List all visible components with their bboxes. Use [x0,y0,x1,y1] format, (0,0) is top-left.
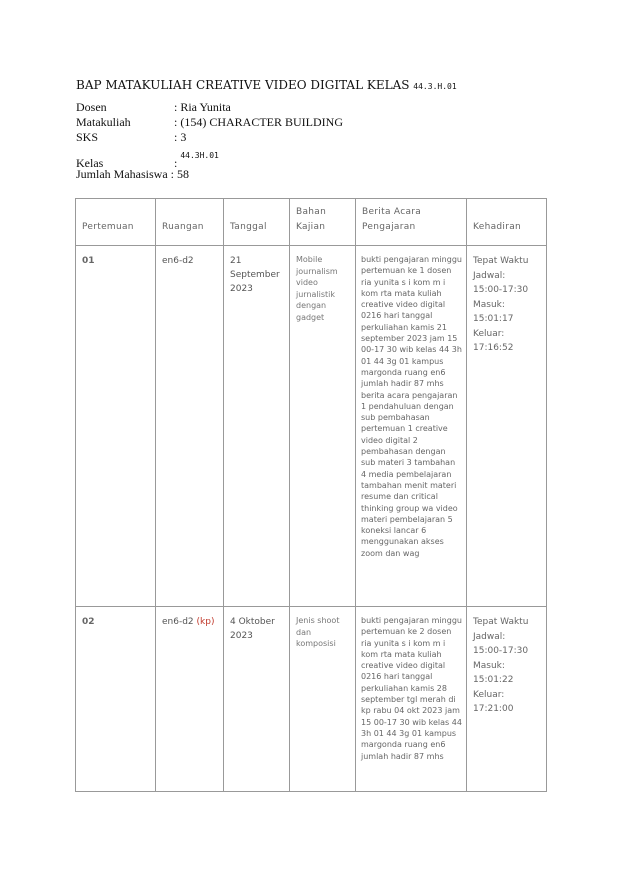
keluar-label: Keluar: [473,689,505,700]
info-sks [76,130,343,145]
masuk-value: 15:01:17 [473,314,514,324]
info-kelas [76,145,343,170]
sks-label: SKS [76,130,99,144]
matakuliah-label: Matakuliah [76,115,131,129]
cell-berita-acara: bukti pengajaran minggu pertemuan ke 2 dosen ria yunita s i kom m i kom rta mata kuliah creative video digital 0216 hari tanggal perkuliahan kamis 28 september tgl merah di kp rabu 04 okt 2023 jam 15 00-17 30 wib kelas 44 3h 01 44 3g 01 kampus margonda ruang en6 jumlah hadir 87 mhs [356,607,467,792]
header-bahan-kajian: Bahan Kajian [290,199,356,246]
header-pertemuan: Pertemuan [76,199,156,246]
pertemuan-number: 02 [82,617,95,627]
header-ruangan: Ruangan [156,199,224,246]
header-berita-acara: Berita Acara Pengajaran [356,199,467,246]
jadwal-value: 15:00-17:30 [473,285,529,295]
info-jumlah [76,167,343,182]
jadwal-label: Jadwal: [473,270,506,281]
title-text: BAP MATAKULIAH CREATIVE VIDEO DIGITAL KELAS [76,78,410,92]
ruangan-value: en6-d2 [162,256,194,266]
ruangan-value: en6-d2 [162,617,194,627]
cell-kehadiran [467,607,547,792]
cell-bahan-kajian: Jenis shoot dan komposisi [290,607,356,792]
header-tanggal: Tanggal [224,199,290,246]
dosen-value: : Ria Yunita [174,100,231,114]
table-row [76,607,547,792]
bap-table [75,198,547,792]
table-header-row [76,199,547,246]
header-kehadiran: Kehadiran [467,199,547,246]
jadwal-label: Jadwal: [473,631,506,642]
keluar-value: 17:21:00 [473,704,514,714]
kehadiran-status: Tepat Waktu [473,617,529,627]
cell-bahan-kajian: Mobile journalism video jurnalistik dengan gadget [290,246,356,607]
dosen-label: Dosen [76,100,107,114]
page-title [76,78,457,92]
cell-tanggal: 4 Oktober 2023 [224,607,290,792]
matakuliah-value: : (154) CHARACTER BUILDING [174,115,343,129]
jumlah-value: : 58 [170,167,189,181]
kelas-label: Kelas [76,156,104,170]
kehadiran-status: Tepat Waktu [473,256,529,266]
info-matakuliah [76,115,343,130]
jumlah-label: Jumlah Mahasiswa [76,167,168,181]
cell-ruangan [156,607,224,792]
masuk-label: Masuk: [473,660,505,671]
course-info [76,100,343,182]
table-row [76,246,547,607]
keluar-label: Keluar: [473,328,505,339]
cell-kehadiran [467,246,547,607]
pertemuan-number: 01 [82,256,95,266]
cell-pertemuan [76,607,156,792]
kelas-value: 44.3H.01 [180,151,219,160]
cell-tanggal: 21 September 2023 [224,246,290,607]
title-class-code: 44.3.H.01 [413,82,457,91]
masuk-value: 15:01:22 [473,675,514,685]
kelas-sep: : [174,156,178,170]
cell-berita-acara: bukti pengajaran minggu pertemuan ke 1 dosen ria yunita s i kom m i kom rta mata kuliah creative video digital 0216 hari tanggal perkuliahan kamis 21 september 2023 jam 15 00-17 30 wib kelas 44 3h 01 44 3g 01 kampus margonda ruang en6 jumlah hadir 87 mhs berita acara pengajaran 1 pendahuluan dengan sub pembahasan pertemuan 1 creative video digital 2 pembahasan dengan sub materi 3 tambahan 4 media pembelajaran tambahan menit materi resume dan critical thinking group wa video materi pembelajaran 5 koneksi lancar 6 menggunakan akses zoom dan wag [356,246,467,607]
cell-pertemuan [76,246,156,607]
masuk-label: Masuk: [473,299,505,310]
ruangan-flag: (kp) [196,617,215,627]
sks-value: : 3 [174,130,187,144]
info-dosen [76,100,343,115]
jadwal-value: 15:00-17:30 [473,646,529,656]
cell-ruangan [156,246,224,607]
keluar-value: 17:16:52 [473,343,514,353]
